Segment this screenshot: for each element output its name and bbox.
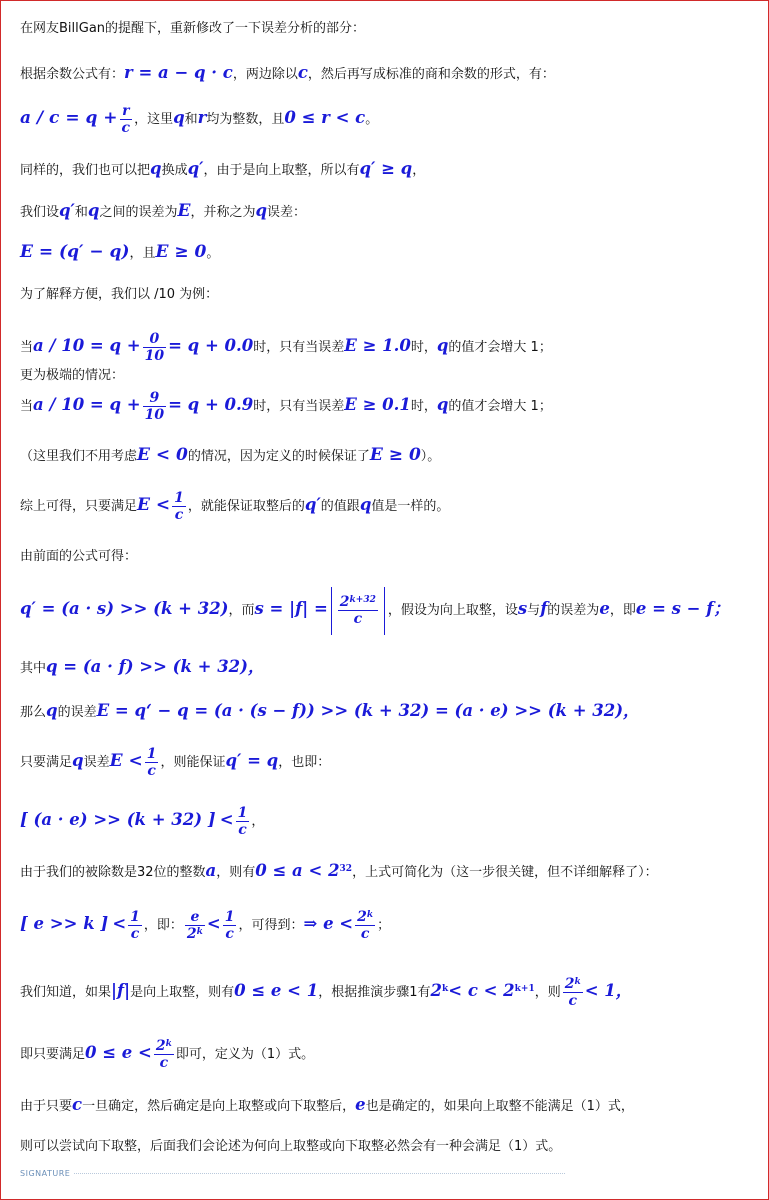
text-line: （这里我们不用考虑E < 0的情况，因为定义的时候保证了E ≥ 0）。 (20, 445, 441, 465)
fraction: $\frac{2^{k+32}}{c}$ (339, 593, 376, 627)
fraction: $\frac{9}{10}$ (144, 390, 165, 423)
text-line: 我们知道，如果|f|是向上取整，则有0 ≤ e < 1，根据推演步骤1有$2^k< c < 2^{k+1}$，则 $\frac{2^k}{c}$ < 1， (20, 976, 633, 1009)
text-line: 为了解释方便，我们以 /10 为例： (20, 287, 219, 302)
fraction: $\frac{1}{c}$ (224, 909, 235, 942)
text-line: 根据余数公式有：r = a − q · c，两边除以c，然后再写成标准的商和余数的形式，有： (20, 63, 555, 82)
signature-label: SIGNATURE (20, 1168, 71, 1178)
fraction: $\frac{2^k}{c}$ (564, 976, 581, 1009)
text-line: 当a / 10 = q + $\frac{9}{10}$ = q + 0.9时，只有当误差E ≥ 0.1时，q的值才会增大 1； (20, 390, 552, 423)
text-line: a / c = q + $\frac{r}{c}$ ，这里q和r均为整数，且0 ≤ r < c。 (20, 103, 379, 136)
text-line: 由于我们的被除数是32位的整数a，则有$0 \le a < 2^{32}$，上式可简化为（这一步很关键，但不详细解释了）： (20, 861, 658, 880)
text-line: 由前面的公式可得： (20, 549, 138, 564)
text-line: 则可以尝试向下取整，后面我们会论述为何向上取整或向下取整必然会有一种会满足（1）式。 (20, 1139, 562, 1154)
fraction: $\frac{2^k}{c}$ (155, 1038, 172, 1071)
signature-divider (20, 1167, 565, 1179)
text-line: 由于只要c一旦确定，然后确定是向上取整或向下取整后，e也是确定的，如果向上取整不能满足（1）式， (20, 1095, 634, 1114)
text-line: 其中q = (a · f) >> (k + 32)， (20, 657, 265, 676)
text-line: 更为极端的情况： (20, 368, 125, 383)
ceiling-bracket (331, 587, 385, 635)
fraction: $\frac{0}{10}$ (144, 331, 165, 364)
fraction: $\frac{1}{c}$ (146, 746, 157, 779)
text-line: q′ = (a · s) >> (k + 32)，而s = |f| = $\frac{2^{k+32}}{c}$ ，假设为向上取整，设s与f的误差为e，即e = s − f； (20, 586, 730, 635)
text-line: [ e >> k ] < $\frac{1}{c}$ ，即： $\frac{e}{2^k}$ < $\frac{1}{c}$ ，可得到：⇒ e < $\frac{2^k}{c}$ ； (20, 909, 391, 942)
text-line: 只要满足q误差E < $\frac{1}{c}$ ，则能保证q′ = q，也即： (20, 746, 331, 779)
text-line: 我们设q′和q之间的误差为E，并称之为q误差： (20, 201, 307, 221)
fraction: $\frac{1}{c}$ (130, 909, 140, 942)
text-line: 即只要满足0 ≤ e < $\frac{2^k}{c}$ 即可，定义为（1）式。 (20, 1038, 315, 1071)
fraction: $\frac{e}{2^k}$ (186, 909, 203, 942)
fraction: $\frac{r}{c}$ (121, 103, 131, 136)
fraction: $\frac{1}{c}$ (237, 805, 248, 838)
text-line: 当a / 10 = q + $\frac{0}{10}$ = q + 0.0时，只有当误差E ≥ 1.0时，q的值才会增大 1； (20, 331, 552, 364)
text-line: [ (a · e) >> (k + 32) ] < $\frac{1}{c}$ ， (20, 805, 265, 838)
text-line: 综上可得，只要满足E < $\frac{1}{c}$ ，就能保证取整后的q′的值跟q值是一样的。 (20, 490, 450, 523)
fraction: $\frac{1}{c}$ (174, 490, 184, 523)
divider-line (74, 1173, 565, 1174)
fraction: $\frac{2^k}{c}$ (357, 909, 374, 942)
text-line: E = (q′ − q)，且E ≥ 0。 (20, 242, 220, 262)
text-line: 那么q的误差E = q‘ − q = (a · (s − f)) >> (k + 32) = (a · e) >> (k + 32)， (20, 701, 640, 720)
text-line: 同样的，我们也可以把q换成q′，由于是向上取整，所以有q′ ≥ q， (20, 159, 426, 178)
text-line: 在网友BillGan的提醒下，重新修改了一下误差分析的部分： (20, 21, 366, 36)
